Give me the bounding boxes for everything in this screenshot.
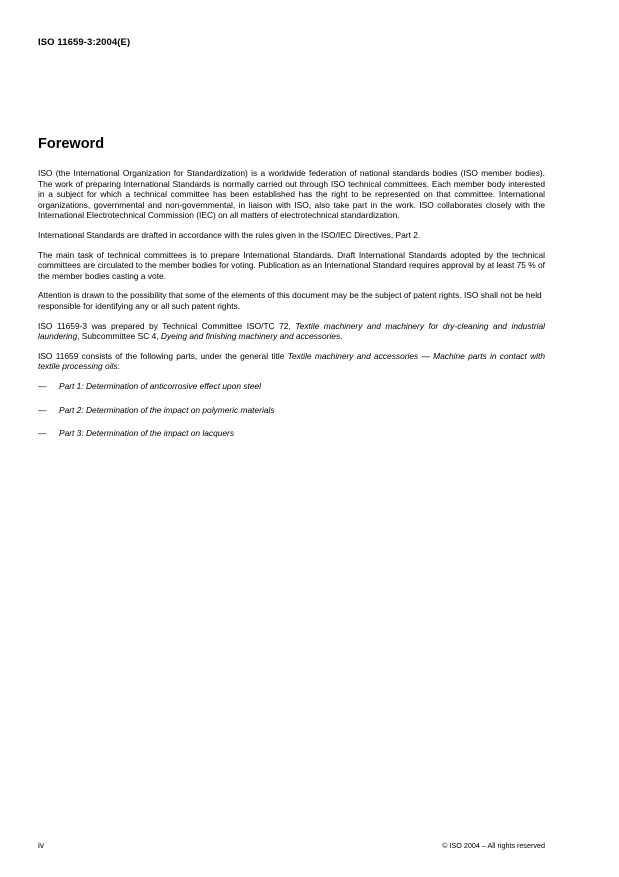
subcommittee-title: Dyeing and finishing machinery and accessories (160, 331, 341, 342)
page-number: iv (38, 840, 45, 850)
list-dash: — (38, 404, 47, 415)
foreword-body (38, 168, 545, 452)
general-title: Textile machinery and accessories — Machine parts in contact with textile processing oils (38, 350, 545, 372)
list-dash: — (38, 380, 47, 391)
paragraph-prepared-by (38, 321, 545, 342)
foreword-title: Foreword (38, 136, 105, 152)
paragraph-patent-rights: Attention is drawn to the possibility that some of the elements of this document may be the subject of patent rights. ISO shall not be held responsible for identifying any or all such patent rights. (38, 290, 542, 311)
parts-intro-text-2: : (117, 361, 120, 372)
list-item-part-1 (38, 381, 545, 392)
part-1-label: Part 1: Determination of anticorrosive effect upon steel (59, 380, 262, 391)
list-item-part-2 (38, 405, 545, 416)
part-2-label: Part 2: Determination of the impact on polymeric materials (59, 404, 275, 415)
copyright-notice: © ISO 2004 – All rights reserved (442, 841, 545, 850)
document-id-header: ISO 11659-3:2004(E) (38, 37, 131, 48)
committee-title: Textile machinery and machinery for dry-cleaning and industrial laundering (38, 320, 546, 342)
prepared-by-text-3: . (340, 331, 343, 342)
part-3-label: Part 3: Determination of the impact on lacquers (59, 428, 235, 439)
prepared-by-text-2: , Subcommittee SC 4, (77, 331, 161, 342)
paragraph-directives: International Standards are drafted in accordance with the rules given in the ISO/IEC Directives, Part 2. (38, 229, 421, 240)
list-item-part-3 (38, 428, 545, 439)
paragraph-iso-intro: ISO (the International Organization for Standardization) is a worldwide federation of national standards bodies (ISO member bodies). The work of preparing International Standards is normally carried out through ISO technical committees. Each member body interested in a subject for which a technical committee has been established has the right to be represented on that committee. International organizations, governmental and non-governmental, in liaison with ISO, also take part in the work. ISO collaborates closely with the International Electrotechnical Commission (IEC) on all matters of electrotechnical standardization. (38, 168, 545, 221)
paragraph-technical-committees: The main task of technical committees is to prepare International Standards. Draft International Standards adopted by the technical committees are circulated to the member bodies for voting. Publication as an International Standard requires approval by at least 75 % of the member bodies casting a vote. (38, 249, 545, 281)
paragraph-parts-intro (38, 351, 545, 372)
list-dash: — (38, 428, 47, 439)
parts-intro-text-1: ISO 11659 consists of the following parts, under the general title (38, 350, 288, 361)
prepared-by-text-1: ISO 11659-3 was prepared by Technical Committee ISO/TC 72, (38, 320, 296, 331)
